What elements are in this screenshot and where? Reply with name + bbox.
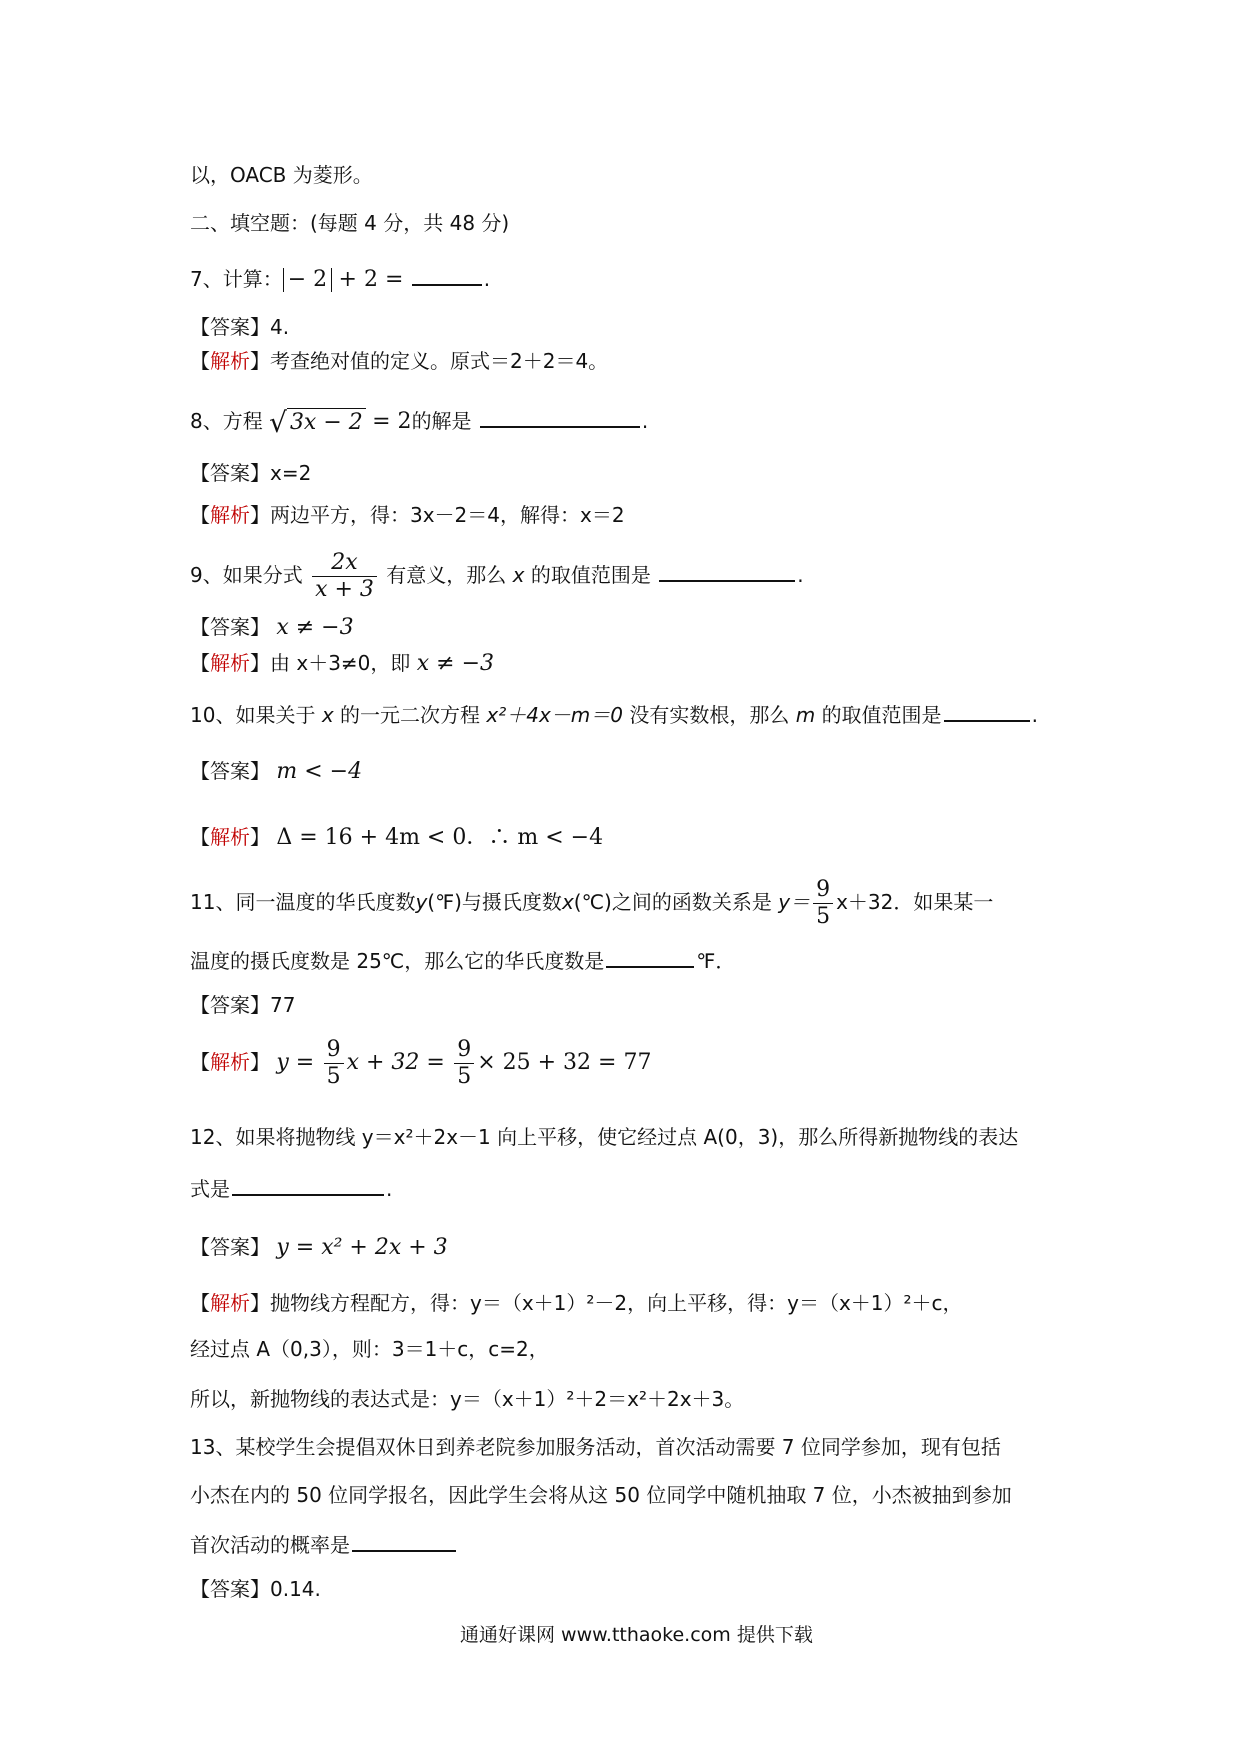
answer-11: 【答案】77	[190, 993, 296, 1017]
answer-8: 【答案】x=2	[190, 461, 312, 485]
question-11-line-2: 温度的摄氏度数是 25℃，那么它的华氏度数是 ℉．	[190, 944, 735, 976]
fraction: $\frac{9}{5}$	[813, 877, 833, 930]
answer-9: 【答案】 x ≠ −3	[190, 615, 354, 640]
analysis-7: 【解析】考查绝对值的定义。原式＝2＋2＝4。	[190, 349, 609, 373]
analysis-12-line-2: 经过点 A（0,3），则：3＝1＋c，c=2，	[190, 1337, 549, 1361]
analysis-9: 【解析】由 x＋3≠0，即 x ≠ −3	[190, 651, 495, 676]
text-line: 以，OACB 为菱形。	[190, 163, 373, 187]
answer-blank	[352, 1528, 456, 1552]
question-13: 13、某校学生会提倡双休日到养老院参加服务活动，首次活动需要 7 位同学参加，现有包括	[190, 1435, 1001, 1459]
question-13-line-2: 小杰在内的 50 位同学报名，因此学生会将从这 50 位同学中随机抽取 7 位，小杰被抽到参加	[190, 1483, 1012, 1507]
answer-12: 【答案】 y = x² + 2x + 3	[190, 1235, 448, 1260]
question-9: 9、如果分式 $\frac{2x}{x + 3}$ 有意义，那么 x 的取值范围是 .	[190, 550, 804, 602]
question-13-line-3: 首次活动的概率是	[190, 1528, 458, 1560]
question-10: 10、如果关于 x 的一元二次方程 x²＋4x－m＝0 没有实数根，那么 m 的取值范围是 .	[190, 698, 1038, 730]
page-footer: 通通好课网 www.tthaoke.com 提供下载	[460, 1624, 813, 1646]
analysis-11: 【解析】 y = $\frac{9}{5}$ x + 32 = $\frac{9}{5}$ × 25 + 32 = 77	[190, 1037, 652, 1089]
answer-10: 【答案】 m < −4	[190, 759, 363, 784]
question-12-line-2: 式是 .	[190, 1172, 392, 1204]
question-8: 8、方程 √ 3x − 2 = 2的解是 .	[190, 405, 649, 439]
analysis-10: 【解析】 Δ = 16 + 4m < 0．∴ m < −4	[190, 825, 604, 850]
answer-blank	[659, 558, 795, 582]
answer-blank	[480, 404, 640, 428]
analysis-8: 【解析】两边平方，得：3x－2＝4，解得：x＝2	[190, 503, 625, 527]
answer-blank	[232, 1172, 384, 1196]
question-7: 7、计算： − 2 + 2 = .	[190, 262, 490, 295]
analysis-12: 【解析】抛物线方程配方，得：y＝（x＋1）²－2，向上平移，得：y＝（x＋1）²＋c，	[190, 1291, 963, 1315]
fraction: $\frac{9}{5}$	[454, 1037, 474, 1090]
sqrt-expression: √ 3x − 2	[269, 408, 366, 438]
analysis-12-line-3: 所以，新抛物线的表达式是：y＝（x＋1）²＋2＝x²＋2x＋3。	[190, 1387, 745, 1411]
answer-13: 【答案】0.14.	[190, 1577, 321, 1601]
question-12: 12、如果将抛物线 y＝x²＋2x－1 向上平移，使它经过点 A(0，3)，那么所得新抛物线的表达	[190, 1125, 1019, 1149]
fraction: $\frac{9}{5}$	[324, 1037, 344, 1090]
section-heading: 二、填空题：(每题 4 分，共 48 分)	[190, 211, 510, 235]
answer-7: 【答案】4.	[190, 315, 290, 339]
answer-blank	[944, 698, 1030, 722]
fraction: $\frac{2x}{x + 3}$	[312, 550, 377, 603]
answer-blank	[606, 944, 694, 968]
question-11: 11、同一温度的华氏度数y(℉)与摄氏度数x(℃)之间的函数关系是 y＝ $\frac{9}{5}$ x＋32．如果某一	[190, 877, 994, 929]
answer-blank	[412, 262, 482, 286]
